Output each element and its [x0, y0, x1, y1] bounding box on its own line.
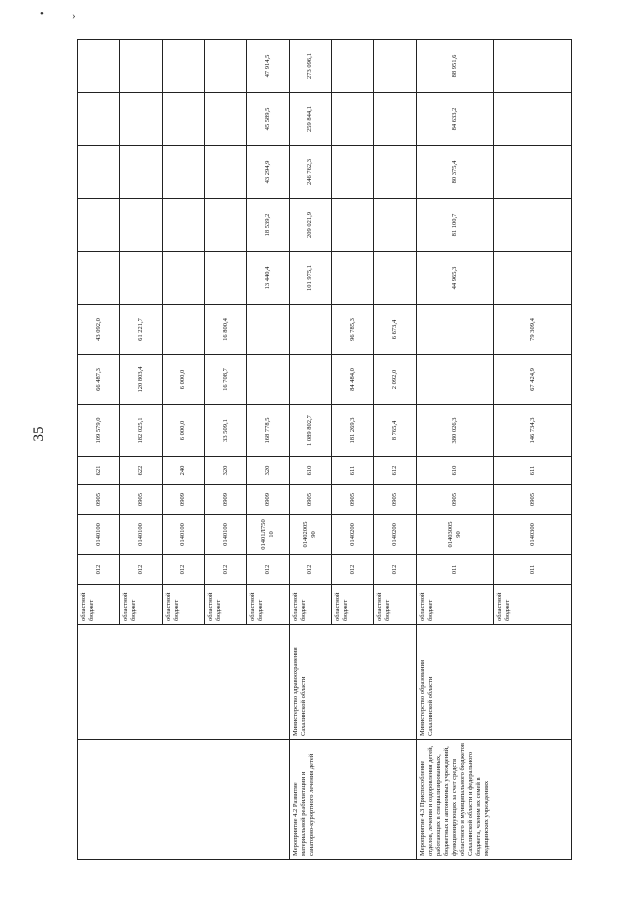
value-cell: [494, 146, 572, 199]
grbs-cell: 012: [78, 555, 120, 585]
value-cell: [204, 252, 246, 305]
grbs-cell: 012: [204, 555, 246, 585]
vr-cell: 611: [494, 457, 572, 485]
value-cell: 18 539,2: [247, 199, 289, 252]
value-cell: [374, 93, 416, 146]
csr-cell: 01403005 90: [416, 515, 494, 555]
vr-cell: 240: [162, 457, 204, 485]
value-cell: 146 734,3: [494, 405, 572, 457]
value-cell: 109 579,0: [78, 405, 120, 457]
value-cell: [494, 40, 572, 93]
value-cell: 61 221,7: [120, 305, 162, 355]
vr-cell: 612: [374, 457, 416, 485]
value-cell: [416, 355, 494, 405]
value-cell: 81 100,7: [416, 199, 494, 252]
source-cell: областной бюджет: [247, 585, 289, 625]
rzpr-cell: 0909: [162, 485, 204, 515]
value-cell: [162, 252, 204, 305]
source-cell: областной бюджет: [374, 585, 416, 625]
value-cell: [162, 305, 204, 355]
value-cell: 8 765,4: [374, 405, 416, 457]
value-cell: 273 096,1: [289, 40, 331, 93]
scan-mark-right: ›: [72, 10, 76, 22]
rotated-table-wrapper: [77, 40, 572, 860]
csr-cell: 01401Л750 10: [247, 515, 289, 555]
value-cell: 16 708,7: [204, 355, 246, 405]
value-cell: 6 000,0: [162, 405, 204, 457]
vr-cell: 611: [331, 457, 373, 485]
value-cell: [247, 305, 289, 355]
value-cell: [78, 252, 120, 305]
value-cell: 2 092,0: [374, 355, 416, 405]
value-cell: [162, 40, 204, 93]
rzpr-cell: 0905: [78, 485, 120, 515]
csr-cell: 0140200: [374, 515, 416, 555]
value-cell: [204, 146, 246, 199]
value-cell: 43 294,9: [247, 146, 289, 199]
grbs-cell: 011: [416, 555, 494, 585]
value-cell: [120, 199, 162, 252]
value-cell: [78, 40, 120, 93]
value-cell: [331, 93, 373, 146]
csr-cell: 01402005 90: [289, 515, 331, 555]
value-cell: 44 965,3: [416, 252, 494, 305]
vr-cell: 320: [204, 457, 246, 485]
source-cell: областной бюджет: [289, 585, 331, 625]
grbs-cell: 012: [120, 555, 162, 585]
measure-cell: Мероприятие 4.3 Приспособление отделов, лечения и оздоровления детей, работающих в специализированных, бюджетных и автономных учреждений, функционирующих за счет средств областного и муниципального бюджетов Сахалинской области и федерального бюджета, членом их семей в медицинских учреждениях: [416, 740, 571, 860]
vr-cell: 622: [120, 457, 162, 485]
source-cell: областной бюджет: [494, 585, 572, 625]
value-cell: 43 092,0: [78, 305, 120, 355]
rzpr-cell: 0909: [247, 485, 289, 515]
vr-cell: 621: [78, 457, 120, 485]
value-cell: 67 424,9: [494, 355, 572, 405]
value-cell: 79 309,4: [494, 305, 572, 355]
value-cell: [289, 355, 331, 405]
value-cell: [78, 146, 120, 199]
value-cell: [494, 252, 572, 305]
value-cell: [162, 199, 204, 252]
csr-cell: 0140200: [331, 515, 373, 555]
value-cell: 6 673,4: [374, 305, 416, 355]
source-cell: областной бюджет: [120, 585, 162, 625]
value-cell: [494, 93, 572, 146]
source-cell: областной бюджет: [204, 585, 246, 625]
executor-cell: Министерство образования Сахалинской области: [416, 625, 571, 740]
vr-cell: 320: [247, 457, 289, 485]
value-cell: 6 000,0: [162, 355, 204, 405]
csr-cell: 0140100: [162, 515, 204, 555]
value-cell: 84 484,0: [331, 355, 373, 405]
value-cell: 120 803,4: [120, 355, 162, 405]
source-cell: областной бюджет: [331, 585, 373, 625]
value-cell: [331, 199, 373, 252]
value-cell: [120, 252, 162, 305]
value-cell: 1 089 802,7: [289, 405, 331, 457]
value-cell: 80 375,4: [416, 146, 494, 199]
grbs-cell: 012: [374, 555, 416, 585]
value-cell: 66 487,3: [78, 355, 120, 405]
value-cell: 96 785,3: [331, 305, 373, 355]
value-cell: [494, 199, 572, 252]
value-cell: 168 778,5: [247, 405, 289, 457]
vr-cell: 610: [289, 457, 331, 485]
source-cell: областной бюджет: [78, 585, 120, 625]
value-cell: [162, 146, 204, 199]
value-cell: [289, 305, 331, 355]
value-cell: [162, 93, 204, 146]
value-cell: 101 975,1: [289, 252, 331, 305]
rzpr-cell: 0905: [120, 485, 162, 515]
grbs-cell: 012: [289, 555, 331, 585]
value-cell: [78, 93, 120, 146]
value-cell: 45 589,5: [247, 93, 289, 146]
value-cell: [78, 199, 120, 252]
value-cell: 380 026,3: [416, 405, 494, 457]
vr-cell: 610: [416, 457, 494, 485]
source-cell: областной бюджет: [416, 585, 494, 625]
value-cell: 181 269,3: [331, 405, 373, 457]
value-cell: [374, 146, 416, 199]
table-row: [416, 40, 494, 860]
value-cell: [331, 40, 373, 93]
value-cell: [204, 93, 246, 146]
value-cell: [204, 199, 246, 252]
value-cell: [120, 40, 162, 93]
scan-mark-left: •: [40, 8, 44, 20]
rzpr-cell: 0905: [331, 485, 373, 515]
rzpr-cell: 0909: [204, 485, 246, 515]
value-cell: 84 633,2: [416, 93, 494, 146]
value-cell: [416, 305, 494, 355]
grbs-cell: 012: [162, 555, 204, 585]
grbs-cell: 012: [247, 555, 289, 585]
grbs-cell: 011: [494, 555, 572, 585]
value-cell: [247, 355, 289, 405]
page-number: 35: [31, 426, 47, 442]
value-cell: 33 509,1: [204, 405, 246, 457]
csr-cell: 0140100: [78, 515, 120, 555]
value-cell: 13 440,4: [247, 252, 289, 305]
measure-cell: Мероприятие 4.2 Развитие материальной реабилитации и санаторно-курортного лечения детей: [289, 740, 416, 860]
rzpr-cell: 0905: [374, 485, 416, 515]
measure-cell: [78, 740, 290, 860]
rzpr-cell: 0905: [416, 485, 494, 515]
value-cell: 246 762,3: [289, 146, 331, 199]
value-cell: [204, 40, 246, 93]
csr-cell: 0140300: [494, 515, 572, 555]
grbs-cell: 012: [331, 555, 373, 585]
value-cell: [120, 93, 162, 146]
value-cell: 47 914,5: [247, 40, 289, 93]
value-cell: [331, 252, 373, 305]
executor-cell: [78, 625, 290, 740]
rzpr-cell: 0905: [494, 485, 572, 515]
value-cell: [374, 40, 416, 93]
value-cell: 209 021,9: [289, 199, 331, 252]
table-row: [289, 40, 331, 860]
value-cell: 88 951,6: [416, 40, 494, 93]
value-cell: [374, 199, 416, 252]
executor-cell: Министерство здравоохранения Сахалинской области: [289, 625, 416, 740]
value-cell: 259 844,1: [289, 93, 331, 146]
csr-cell: 0140100: [204, 515, 246, 555]
table-row: [78, 40, 120, 860]
source-cell: областной бюджет: [162, 585, 204, 625]
value-cell: [120, 146, 162, 199]
value-cell: 16 800,4: [204, 305, 246, 355]
value-cell: [331, 146, 373, 199]
budget-table: [77, 39, 572, 860]
rzpr-cell: 0905: [289, 485, 331, 515]
csr-cell: 0140100: [120, 515, 162, 555]
value-cell: 182 025,1: [120, 405, 162, 457]
value-cell: [374, 252, 416, 305]
